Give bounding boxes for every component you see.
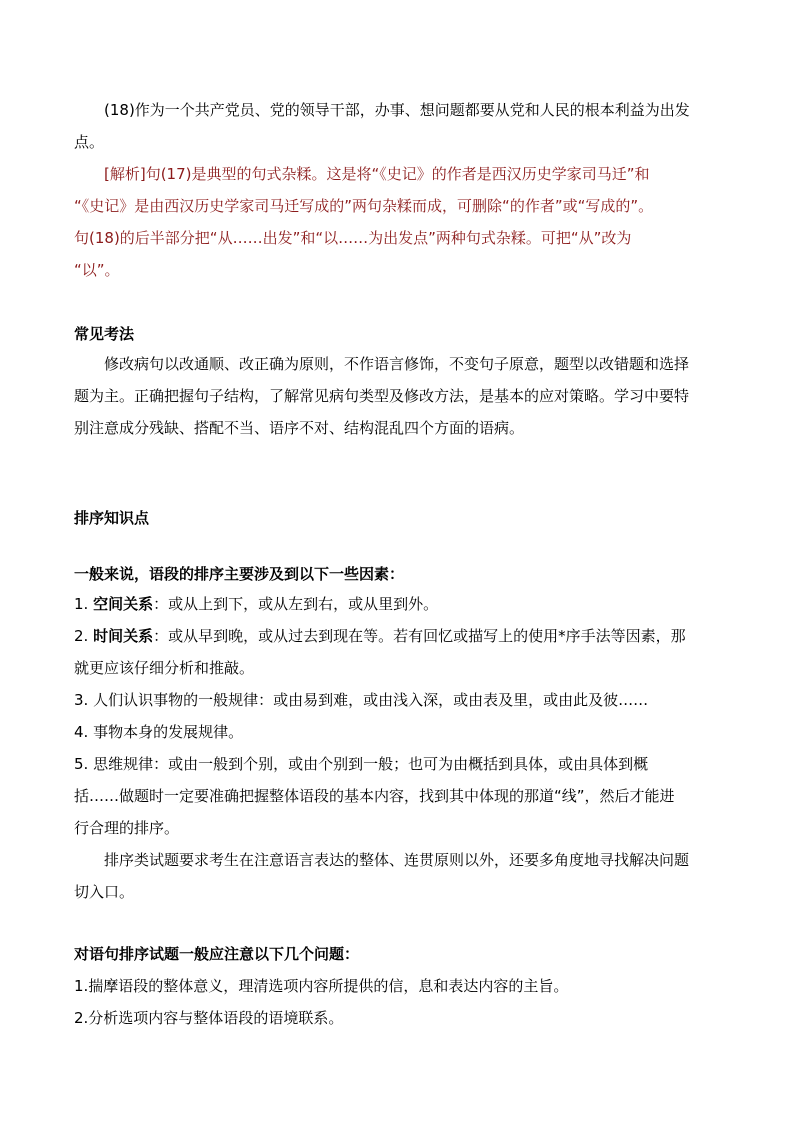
- ordering-point-4: 4. 事物本身的发展规律。: [74, 723, 244, 741]
- ordering-point-5-line2: 括……做题时一定要准确把握整体语段的基本内容，找到其中体现的那道“线”，然后才能进: [74, 787, 675, 805]
- ordering-paragraph-line2: 切入口。: [74, 883, 135, 901]
- common-method-line3: 别注意成分残缺、搭配不当、语序不对、结构混乱四个方面的语病。: [74, 419, 525, 437]
- common-method-line2: 题为主。正确把握句子结构，了解常见病句类型及修改方法，是基本的应对策略。学习中要特: [74, 387, 690, 405]
- point-text: ：或从上到下，或从左到右，或从里到外。: [153, 595, 439, 613]
- point-key: 空间关系: [93, 595, 154, 613]
- analysis-line1: [解析]句(17)是典型的句式杂糅。这是将“《史记》的作者是西汉历史学家司马迁”和: [104, 165, 650, 183]
- point-key: 时间关系: [93, 627, 154, 645]
- point-number: 1.: [74, 595, 89, 613]
- ordering-paragraph-line1: 排序类试题要求考生在注意语言表达的整体、连贯原则以外，还要多角度地寻找解决问题: [104, 851, 690, 869]
- ordering-point-5-line3: 行合理的排序。: [74, 819, 180, 837]
- ordering-heading: 排序知识点: [74, 509, 150, 527]
- common-method-line1: 修改病句以改通顺、改正确为原则，不作语言修饰，不变句子原意，题型以改错题和选择: [104, 355, 690, 373]
- analysis-line2: “《史记》是由西汉历史学家司马迁写成的”两句杂糅而成，可删除“的作者”或“写成的”。: [74, 197, 654, 215]
- point-number: 2.: [74, 627, 89, 645]
- sentence-order-heading: 对语句排序试题一般应注意以下几个问题：: [74, 945, 360, 963]
- item18-line1: (18)作为一个共产党员、党的领导干部，办事、想问题都要从党和人民的根本利益为出发: [104, 101, 690, 119]
- ordering-point-2: [74, 626, 724, 646]
- point-text: ：或从早到晚，或从过去到现在等。若有回忆或描写上的使用*序手法等因素，那: [153, 627, 686, 645]
- analysis-line3: 句(18)的后半部分把“从……出发”和“以……为出发点”两种句式杂糅。可把“从”改为: [74, 229, 632, 247]
- common-method-heading: 常见考法: [74, 325, 135, 343]
- ordering-point-3: 3. 人们认识事物的一般规律：或由易到难，或由浅入深，或由表及里，或由此及彼……: [74, 691, 649, 709]
- ordering-subheading: 一般来说，语段的排序主要涉及到以下一些因素：: [74, 565, 405, 583]
- ordering-point-1: [74, 594, 724, 614]
- item18-line2: 点。: [74, 133, 105, 151]
- ordering-point-5-line1: 5. 思维规律：或由一般到个别，或由个别到一般；也可为由概括到具体，或由具体到概: [74, 755, 649, 773]
- sentence-order-point-1: 1.揣摩语段的整体意义，理清选项内容所提供的信，息和表达内容的主旨。: [74, 977, 569, 995]
- analysis-line4: “以”。: [74, 261, 120, 279]
- ordering-point-2-line2: 就更应该仔细分析和推敲。: [74, 659, 255, 677]
- sentence-order-point-2: 2.分析选项内容与整体语段的语境联系。: [74, 1009, 344, 1027]
